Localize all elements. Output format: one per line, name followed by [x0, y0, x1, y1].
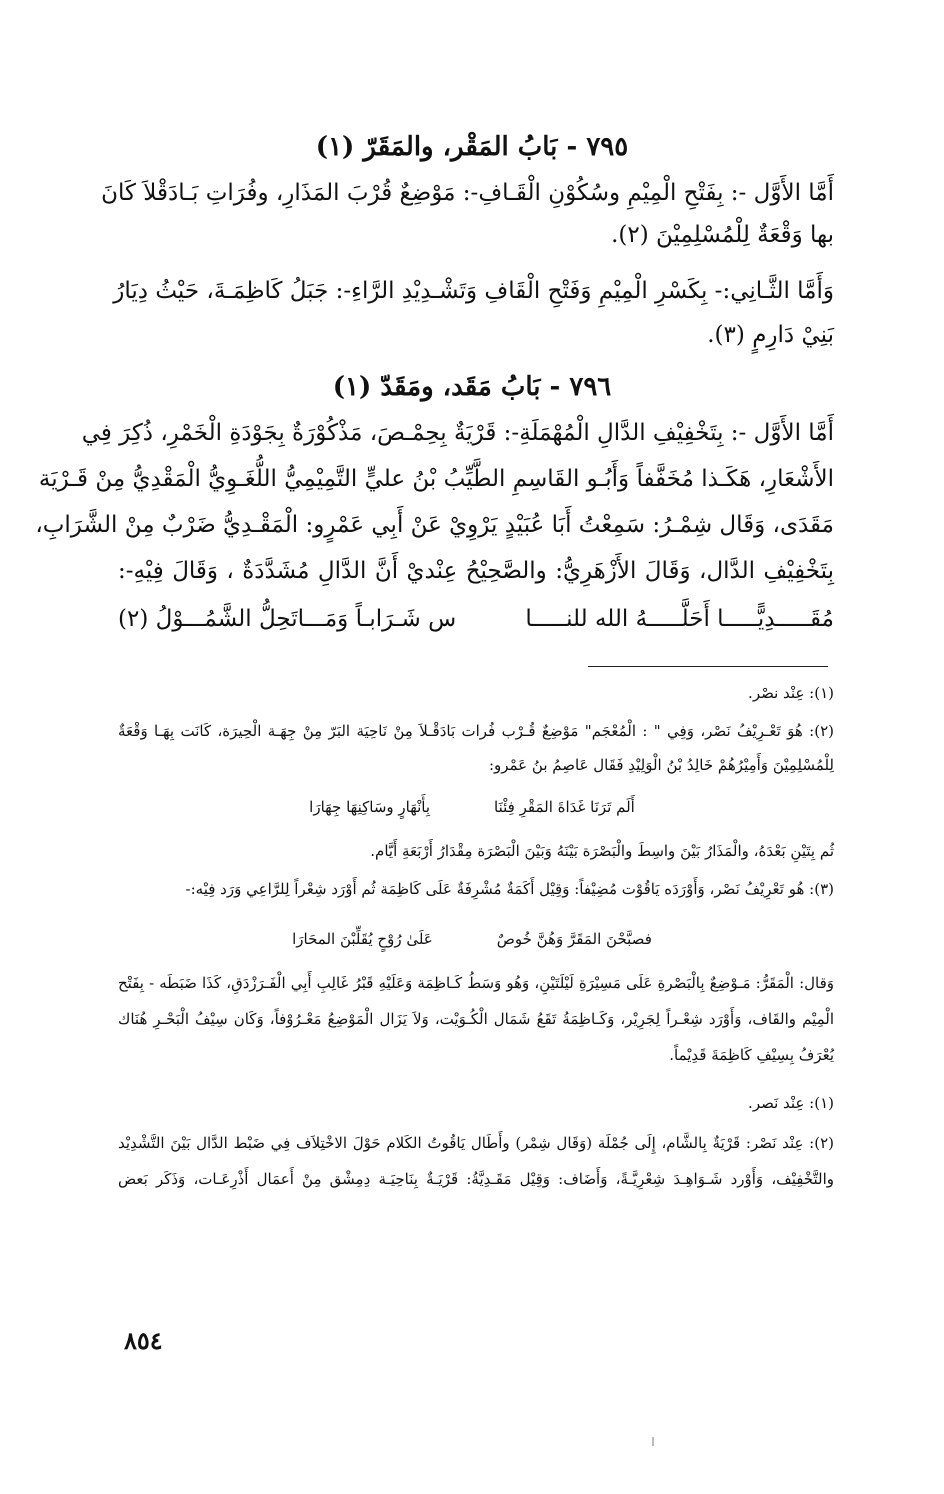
section-796-verse: [118, 606, 834, 632]
verse-second-hemistich: س شَـرَابـاً وَمَـــاتَحِلُّ الشَّمُـــوْلُ (٢): [118, 606, 457, 632]
section-796-line-1: أَمَّا الأَوَّل -: بِتَخْفِيْفِ الدَّالِ الْمُهْمَلَةِ-: قَرْيَةٌ بِحِمْـصَ، مَذْكُوْرَةٌ بِجَوْدَةِ الْخَمْرِ، ذُكِرَ فِي: [81, 420, 834, 446]
section-796-line-4: بِتَخْفِيْفِ الدَّال، وَقَالَ الأَزْهَرِيُّ: والصَّحِيْحُ عِنْديْ أَنَّ الدَّالِ مُشَدَّدَةٌ ، وَقَالَ فِيْهِ-:: [118, 558, 834, 584]
footnote-a-3-after-line-1: وَقال: الْمَقَرُّ: مَـوْضِعٌ بِالْبَصْرةِ عَلَى مَسِيْرَةِ لَيْلَتَيْنِ، وَهُو وَسَطُ كَـاظِمَة وَعَلَيْهِ قَبْرُ غَالِبِ أَبِي الْفَـرَزْدَقِ، كَذَا ضَبَطَه - بِفَتْح: [118, 974, 834, 992]
footnote-a-3-after-line-2: الْمِيْم والقَاف، وَأَوْرَد شِعْـراً لِجَرِيْر، وَكَـاظِمَةُ تَقَعُ شَمَال الْكُـوَيْت، وَلاَ يَزَال الْمَوْضِعُ مَعْـرُوْفاً، وَكَان سِيْفُ الْبَحْـرِ هُنَاك: [118, 1010, 834, 1028]
section-795-line-4: بَنِيْ دَارِمٍ (٣).: [707, 322, 834, 348]
scan-speck: [652, 1437, 654, 1446]
section-796-line-3: مَقَدَى، وَقَال شِمْـرُ: سَمِعْتُ أَبَا عُبَيْدٍ يَرْوِيْ عَنْ أَبِي عَمْرٍو: الْمَقْـدِيُّ ضَرْبٌ مِنْ الشَّرَابِ،: [35, 512, 834, 538]
section-795-line-2: بها وَقْعَةٌ لِلْمُسْلِمِيْنَ (٢).: [611, 222, 834, 248]
footnote-separator: [588, 666, 828, 667]
footnote-b-2-line-2: والتَّخْفِيْف، وَأَوْرد شَـوَاهِـدَ شِعْرِيَّـةً، وَأَضَاف: وَقِيْل مَقَـدِيَّةُ: قَرْيَـةٌ بِنَاحِيَـة دِمِشْق مِنْ أَعمَال أَذْرِعَـات، وَذَكَر بَعض: [118, 1170, 834, 1188]
footnote-a-3-verse: [292, 930, 652, 948]
fn3-verse-second: عَلَىٰ رُوْحٍ يُقَلِّبْنَ المحَارَا: [292, 930, 433, 948]
page-number: ٨٥٤: [124, 1326, 163, 1355]
footnote-a-2-line-1: (٢): هُوَ تَعْـرِيْفُ نَصْر، وَفِي " : الْمُعْجَم" مَوْضِعٌ قُـرْب فُرات بَادَقْـلاَ مِنْ نَاحِيَة البَرّ مِنْ جِهَـة الْحِيرَة، كَانَت بِهَـا وَقْعَةٌ: [118, 722, 834, 740]
fn-verse-first: أَلَم تَرَنَا غَدَاةَ المَقْرِ فِئْنَا: [494, 798, 635, 816]
footnote-b-1: (١): عِنْد نَصر.: [748, 1094, 834, 1112]
footnote-a-3-after-line-3: يُعْرَفُ بِسِيْفِ كَاظِمَةَ قَدِيْماً.: [669, 1046, 834, 1064]
footnote-a-2-verse: [300, 798, 644, 816]
verse-first-hemistich: مُقَـــــدِيًّـــــا أَحَلَّـــــهُ الله للنـــــا: [525, 606, 834, 632]
footnote-a-3-line: (٣): هُو تَعْرِيْفُ نَصْر، وَأَوْرَدَه يَاقُوْت مُضِيْفاً: وَقِيْل أَكَمَةٌ مُشْرِفَةٌ عَلَى كَاظِمَة ثُم أَوْرَد شِعْراً لِلرَّاعِي وَرَد فِيْه:-: [185, 880, 834, 898]
section-795-heading: ٧٩٥ - بَابُ المَقْر، والمَقَرّ (١): [315, 132, 629, 162]
fn3-verse-first: فصبَّحْنَ المَقَرَّ وَهُنَّ خُوصٌ: [496, 930, 652, 948]
section-795-line-3: وَأَمَّا الثَّـانِي:- بِكَسْرِ الْمِيْمِ وَفَتْحِ الْقَافِ وَتَشْـدِيْدِ الرَّاءِ-: جَبَلُ كَاظِمَـةَ، حَيْثُ دِيَارُ: [113, 278, 834, 304]
footnote-b-2-line-1: (٢): عِنْد نَصْر: قَرْيَةٌ بِالشَّام، إِلَى جُمْلَة (وَقَال شِمْر) وأَطَال يَاقُوتُ الكَلام حَوْلَ الاخْتِلاَف فِي ضَبْط الدَّال بَيْنَ التَّشْدِيْد: [118, 1134, 834, 1152]
footnote-a-2-line-2: لِلْمُسْلِمِيْنَ وَأَمِيْرُهُمْ خَالِدُ بْنُ الْوَلِيْدِ فَقَال عَاصِمُ بنُ عَمْرو:: [488, 756, 834, 774]
footnote-a-1: (١): عِنْد نصْر.: [748, 684, 834, 702]
section-796-line-2: الأَشْعَارِ، هَكَـذا مُخَفَّفاً وَأَبُـو القَاسِمِ الطَّيِّبُ بْنُ عليٍّ التَّمِيْمِيُّ اللُّغَـوِيُّ الْمَقْدِيُّ مِنْ قَـرْيَة: [38, 466, 834, 492]
footnote-a-2-after: ثُم بِتَيْنِ بَعْدَهُ، والْمَذَارُ بَيْنَ واسِطَ والْبَصْرَة بَيْنَهُ وَبَيْنَ الْبَصْرَة مِقْدَارُ أَرْبَعَةِ أَيَّام.: [370, 842, 834, 860]
section-795-line-1: أَمَّا الأَوَّل -: بِفَتْحِ الْمِيْمِ وسُكُوْنِ الْقَـافِ-: مَوْضِعٌ قُرْبَ المَذَارِ، وفُرَاتِ بَـادَقْلاَ كَانَ: [101, 180, 834, 206]
fn-verse-second: بِأَنْهَارٍ وسَاكِنِهَا جِهَارَا: [309, 798, 431, 816]
section-796-heading: ٧٩٦ - بَابُ مَقَد، ومَقَدّ (١): [332, 372, 612, 402]
